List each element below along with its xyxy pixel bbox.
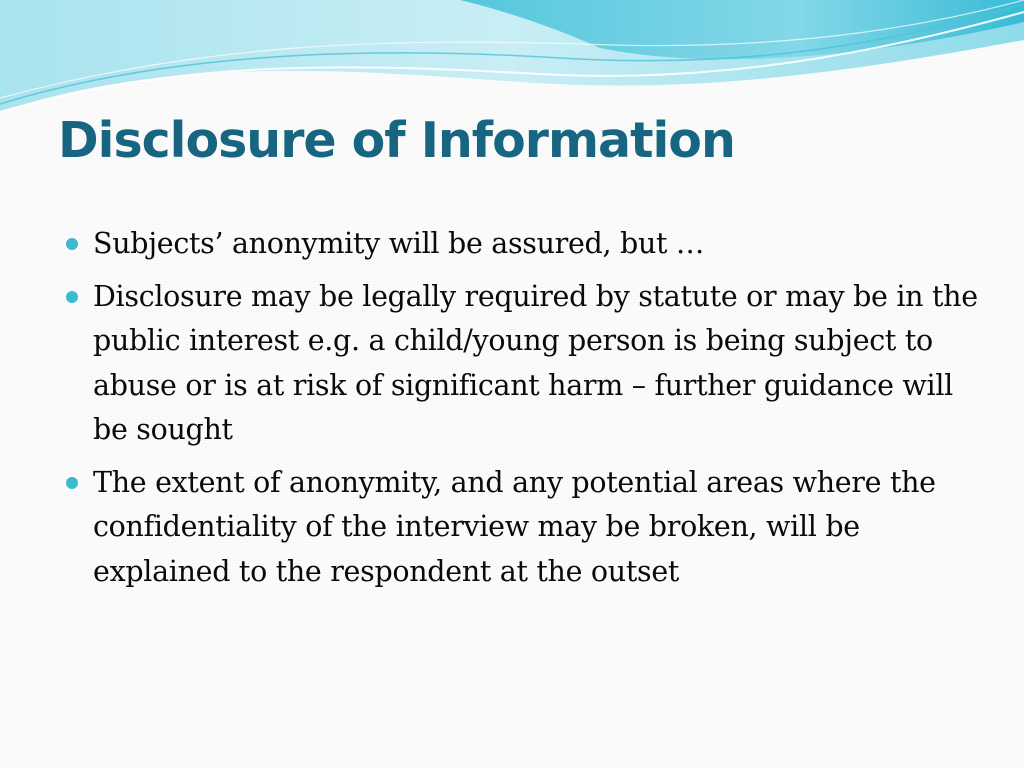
bullet-dot-icon	[66, 477, 78, 489]
slide-title: Disclosure of Information	[58, 112, 735, 169]
bullet-text: The extent of anonymity, and any potential areas where the confidentiality of the interview may be broken, will be explained to the respondent at the outset	[93, 465, 936, 588]
bullet-list	[62, 222, 982, 602]
bullet-item	[62, 461, 982, 595]
bullet-dot-icon	[66, 238, 78, 250]
bullet-text: Subjects’ anonymity will be assured, but …	[93, 227, 705, 260]
bullet-text: Disclosure may be legally required by statute or may be in the public interest e.g. a child/young person is being subject to abuse or is at risk of significant harm – further guidance will be sought	[93, 279, 978, 446]
bullet-item	[62, 275, 982, 453]
bullet-dot-icon	[66, 291, 78, 303]
bullet-item	[62, 222, 982, 267]
decorative-wave-header	[0, 0, 1024, 130]
